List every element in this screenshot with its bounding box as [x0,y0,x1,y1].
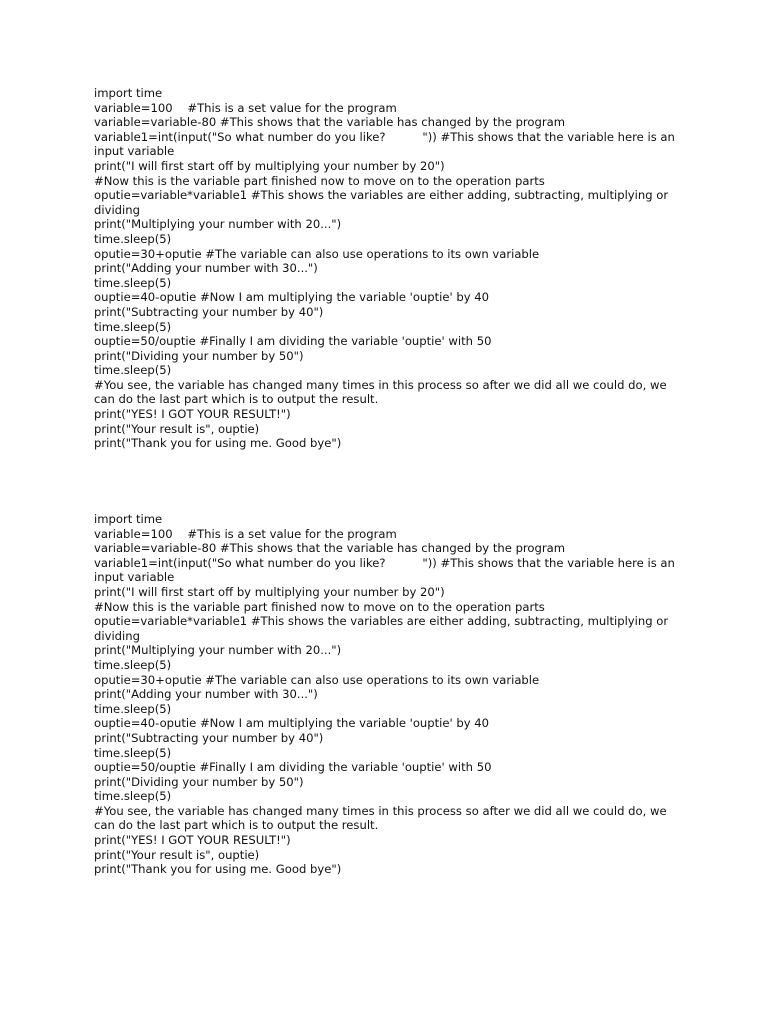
code-line: import time [94,512,163,526]
code-line: print("Adding your number with 30...") [94,687,318,702]
code-line: variable=variable-80 #This shows that the variable has changed by the program [94,541,566,556]
code-line: variable=100 #This is a set value for the program [94,100,397,115]
code-line: print("Dividing your number by 50") [94,348,304,363]
code-line: print("Multiplying your number with 20...") [94,643,342,658]
code-line: oputie=variable*variable1 #This shows the variables are either adding, subtracting, multiplying or dividing [94,188,672,217]
code-block-2 [94,512,684,877]
code-line: time.sleep(5) [94,231,172,246]
code-line: print("Dividing your number by 50") [94,774,304,789]
code-block-1 [94,86,684,451]
code-line: print("Your result is", ouptie) [94,847,260,862]
code-line: oputie=variable*variable1 #This shows the variables are either adding, subtracting, multiplying or dividing [94,614,672,643]
code-line: time.sleep(5) [94,275,172,290]
code-line: print("Thank you for using me. Good bye") [94,436,342,451]
code-line: print("Subtracting your number by 40") [94,730,324,745]
code-line: time.sleep(5) [94,701,172,716]
code-line: ouptie=40-oputie #Now I am multiplying the variable 'ouptie' by 40 [94,716,490,731]
code-line: time.sleep(5) [94,745,172,760]
code-line: import time [94,86,163,100]
code-line: ouptie=50/ouptie #Finally I am dividing the variable 'ouptie' with 50 [94,760,492,775]
code-line: oputie=30+oputie #The variable can also use operations to its own variable [94,672,540,687]
code-line: variable1=int(input("So what number do you like? ")) #This shows that the variable here is an input variable [94,555,679,585]
code-line: time.sleep(5) [94,657,172,672]
code-line: ouptie=50/ouptie #Finally I am dividing the variable 'ouptie' with 50 [94,334,492,349]
code-line: time.sleep(5) [94,789,172,804]
code-line: print("Multiplying your number with 20...") [94,217,342,232]
code-line: print("I will first start off by multiplying your number by 20") [94,158,445,173]
code-line: time.sleep(5) [94,363,172,378]
code-line: print("YES! I GOT YOUR RESULT!") [94,833,291,848]
code-line: variable=variable-80 #This shows that the variable has changed by the program [94,115,566,130]
code-line: #You see, the variable has changed many times in this process so after we did all we could do, we can do the last part which is to output the result. [94,377,671,407]
code-line: print("Adding your number with 30...") [94,261,318,276]
code-line: #Now this is the variable part finished now to move on to the operation parts [94,173,545,188]
code-line: #You see, the variable has changed many times in this process so after we did all we could do, we can do the last part which is to output the result. [94,803,671,833]
code-line: variable=100 #This is a set value for the program [94,526,397,541]
code-line: ouptie=40-oputie #Now I am multiplying the variable 'ouptie' by 40 [94,290,490,305]
code-line: print("Thank you for using me. Good bye") [94,862,342,877]
code-line: print("Your result is", ouptie) [94,421,260,436]
code-line: variable1=int(input("So what number do you like? ")) #This shows that the variable here is an input variable [94,129,679,159]
code-line: oputie=30+oputie #The variable can also use operations to its own variable [94,246,540,261]
code-line: print("YES! I GOT YOUR RESULT!") [94,407,291,422]
code-line: print("Subtracting your number by 40") [94,304,324,319]
code-line: time.sleep(5) [94,319,172,334]
code-line: #Now this is the variable part finished now to move on to the operation parts [94,599,545,614]
code-line: print("I will first start off by multiplying your number by 20") [94,584,445,599]
